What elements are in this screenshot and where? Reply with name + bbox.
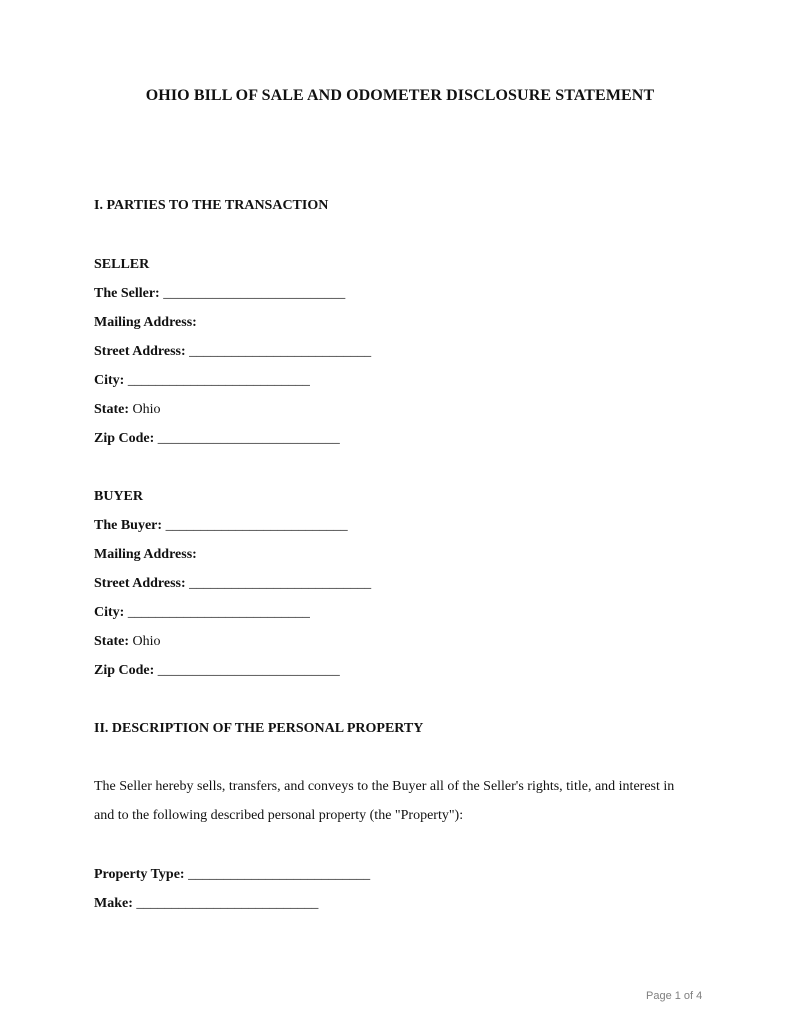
buyer-name-row	[94, 518, 348, 534]
property-type-label: Property Type:	[94, 867, 185, 882]
conveyance-paragraph-line2: and to the following described personal property (the "Property"):	[94, 808, 464, 823]
buyer-mailing-label: Mailing Address:	[94, 547, 197, 562]
section-heading-parties: I. PARTIES TO THE TRANSACTION	[94, 198, 329, 213]
seller-name-field[interactable]: __________________________	[163, 286, 346, 301]
buyer-state-row	[94, 634, 161, 650]
section-heading-property: II. DESCRIPTION OF THE PERSONAL PROPERTY	[94, 721, 424, 736]
buyer-state-label: State:	[94, 634, 129, 649]
buyer-street-row	[94, 576, 371, 592]
make-label: Make:	[94, 896, 133, 911]
buyer-name-label: The Buyer:	[94, 518, 163, 533]
property-type-field[interactable]: __________________________	[188, 867, 371, 882]
make-field[interactable]: __________________________	[136, 896, 319, 911]
conveyance-paragraph-line1: The Seller hereby sells, transfers, and conveys to the Buyer all of the Seller's rights, title, and interest in	[94, 779, 675, 794]
buyer-state-value: Ohio	[132, 634, 161, 649]
buyer-city-row	[94, 605, 310, 621]
seller-zip-row	[94, 431, 340, 447]
document-title: OHIO BILL OF SALE AND ODOMETER DISCLOSURE STATEMENT	[145, 87, 655, 104]
buyer-street-label: Street Address:	[94, 576, 186, 591]
buyer-zip-field[interactable]: __________________________	[157, 663, 340, 678]
make-row	[94, 896, 318, 912]
seller-street-field[interactable]: __________________________	[189, 344, 372, 359]
page-number: Page 1 of 4	[646, 990, 703, 1002]
seller-mailing-label: Mailing Address:	[94, 315, 197, 330]
buyer-name-field[interactable]: __________________________	[165, 518, 348, 533]
seller-city-field[interactable]: __________________________	[127, 373, 310, 388]
seller-zip-field[interactable]: __________________________	[157, 431, 340, 446]
buyer-city-label: City:	[94, 605, 125, 620]
buyer-street-field[interactable]: __________________________	[189, 576, 372, 591]
seller-name-label: The Seller:	[94, 286, 160, 301]
property-type-row	[94, 867, 370, 883]
seller-city-label: City:	[94, 373, 125, 388]
seller-city-row	[94, 373, 310, 389]
seller-name-row	[94, 286, 345, 302]
seller-street-label: Street Address:	[94, 344, 186, 359]
seller-street-row	[94, 344, 371, 360]
buyer-zip-row	[94, 663, 340, 679]
seller-heading: SELLER	[94, 257, 150, 272]
seller-state-row	[94, 402, 161, 418]
buyer-zip-label: Zip Code:	[94, 663, 155, 678]
seller-state-label: State:	[94, 402, 129, 417]
buyer-heading: BUYER	[94, 489, 144, 504]
seller-state-value: Ohio	[132, 402, 161, 417]
buyer-city-field[interactable]: __________________________	[127, 605, 310, 620]
seller-zip-label: Zip Code:	[94, 431, 155, 446]
